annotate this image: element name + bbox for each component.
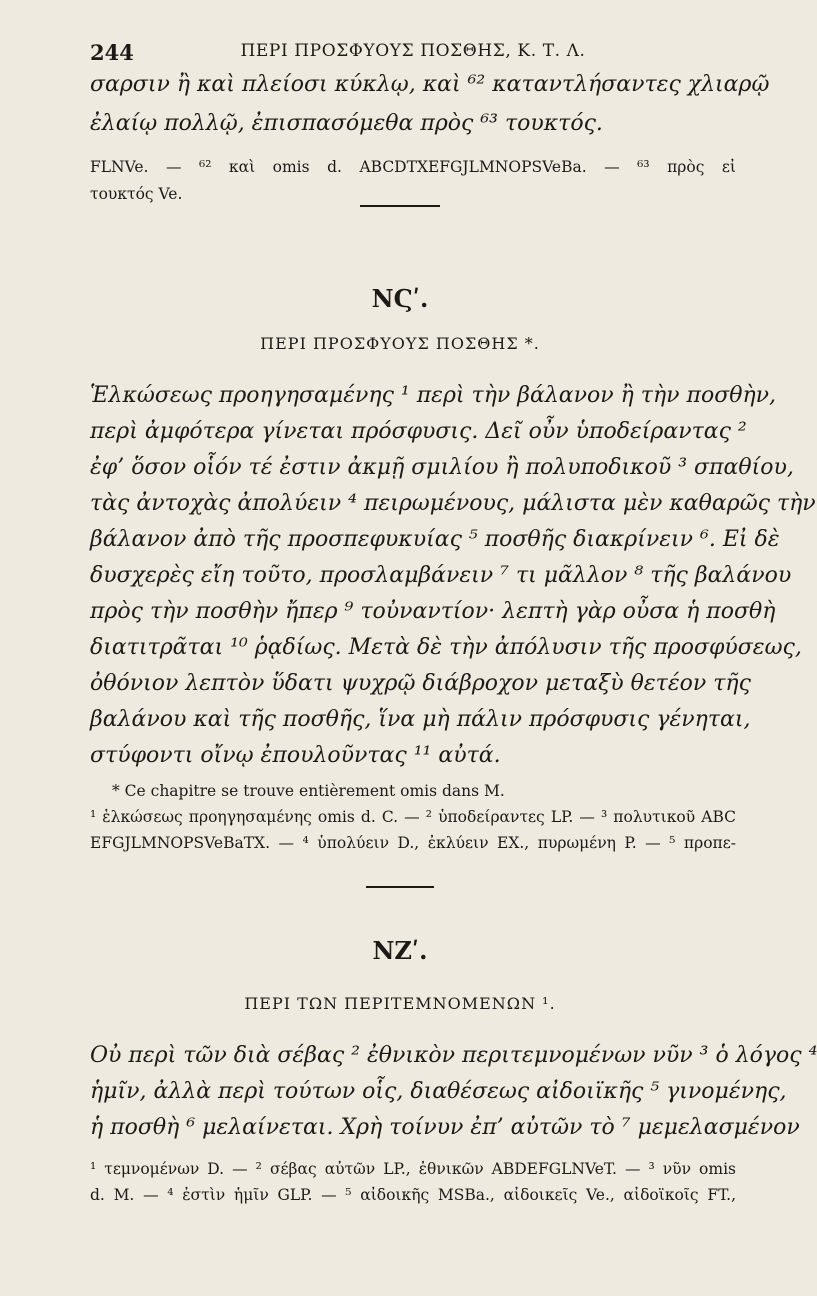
body-line: δυσχερὲς εἴη τοῦτο, προσλαμβάνειν ⁷ τι μᾶλλον ⁸ τῆς βαλάνου <box>90 563 792 588</box>
prev-text-line: σαρσιν ἢ καὶ πλείοσι κύκλῳ, καὶ ⁶² καταντλήσαντες χλιαρῷ <box>90 72 770 97</box>
prev-footnote-line: τουκτός Ve. <box>90 185 183 203</box>
body-line: ἡμῖν, ἀλλὰ περὶ τούτων οἷς, διαθέσεως αἰδοιϊκῆς ⁵ γινομένης, <box>90 1079 787 1104</box>
body-line: διατιτρᾶται ¹⁰ ῥᾳδίως. Μετὰ δὲ τὴν ἀπόλυσιν τῆς προσφύσεως, <box>90 635 802 660</box>
prev-footnote-line: FLNVe. — ⁶² καὶ omis d. ABCDTXEFGJLMNOPSVeBa. — ⁶³ πρὸς εἰ <box>90 158 736 176</box>
footnote-line: ¹ τεμνομένων D. — ² σέβας αὐτῶν LP., ἐθνικῶν ABDEFGLNVeT. — ³ νῦν omis <box>90 1160 736 1178</box>
body-line: Οὐ περὶ τῶν διὰ σέβας ² ἐθνικὸν περιτεμνομένων νῦν ³ ὁ λόγος ⁴ <box>90 1043 817 1068</box>
footnote-line: ¹ ἑλκώσεως προηγησαμένης omis d. C. — ² ὑποδείραντες LP. — ³ πολυτικοῦ ABC <box>90 808 736 826</box>
prev-text-line: ἐλαίῳ πολλῷ, ἐπισπασόμεθα πρὸς ⁶³ τουκτός. <box>90 111 603 136</box>
section-divider <box>366 886 434 888</box>
body-line: Ἑλκώσεως προηγησαμένης ¹ περὶ τὴν βάλανον ἢ τὴν ποσθὴν, <box>90 383 777 408</box>
running-title: ΠΕΡΙ ΠΡΟΣΦΥΟΥΣ ΠΟΣΘΗΣ, Κ. Τ. Λ. <box>240 41 586 61</box>
body-line: τὰς ἀντοχὰς ἀπολύειν ⁴ πειρωμένους, μάλιστα μὲν καθαρῶς τὴν <box>90 491 816 516</box>
body-line: βάλανον ἀπὸ τῆς προσπεφυκυίας ⁵ ποσθῆς διακρίνειν ⁶. Εἰ δὲ <box>90 527 780 552</box>
body-line: βαλάνου καὶ τῆς ποσθῆς, ἵνα μὴ πάλιν πρόσφυσις γένηται, <box>90 707 751 732</box>
chapter-number: ΝΖʹ. <box>372 936 428 965</box>
body-line: ἐφ’ ὅσον οἷόν τέ ἐστιν ἀκμῇ σμιλίου ἢ πολυποδικοῦ ³ σπαθίου, <box>90 455 794 480</box>
footnote-line: * Ce chapitre se trouve entièrement omis dans M. <box>112 782 505 800</box>
page-header <box>90 38 736 66</box>
section-divider <box>360 205 440 207</box>
body-line: πρὸς τὴν ποσθὴν ἤπερ ⁹ τοὐναντίον· λεπτὴ γὰρ οὖσα ἡ ποσθὴ <box>90 599 776 624</box>
page-number: 244 <box>90 40 134 65</box>
body-line: ὀθόνιον λεπτὸν ὕδατι ψυχρῷ διάβροχον μεταξὺ θετέον τῆς <box>90 671 751 696</box>
body-line: ἡ ποσθὴ ⁶ μελαίνεται. Χρὴ τοίνυν ἐπ’ αὐτῶν τὸ ⁷ μεμελασμένον <box>90 1115 800 1140</box>
footnote-line: EFGJLMNOPSVeBaTX. — ⁴ ὑπολύειν D., ἐκλύειν EX., πυρωμένη P. — ⁵ προπε- <box>90 834 736 852</box>
footnote-line: d. M. — ⁴ ἐστὶν ἡμῖν GLP. — ⁵ αἰδοικῆς MSBa., αἰδοικεῖς Ve., αἰδοϊκοῖς FT., <box>90 1186 736 1204</box>
body-line: περὶ ἀμφότερα γίνεται πρόσφυσις. Δεῖ οὖν ὑποδείραντας ² <box>90 419 747 444</box>
chapter-title: ΠΕΡΙ ΠΡΟΣΦΥΟΥΣ ΠΟΣΘΗΣ *. <box>260 334 540 353</box>
chapter-title: ΠΕΡΙ ΤΩΝ ΠΕΡΙΤΕΜΝΟΜΕΝΩΝ ¹. <box>244 994 556 1013</box>
chapter-number: ΝϚʹ. <box>371 284 429 313</box>
body-line: στύφοντι οἴνῳ ἐπουλοῦντας ¹¹ αὐτά. <box>90 743 501 768</box>
